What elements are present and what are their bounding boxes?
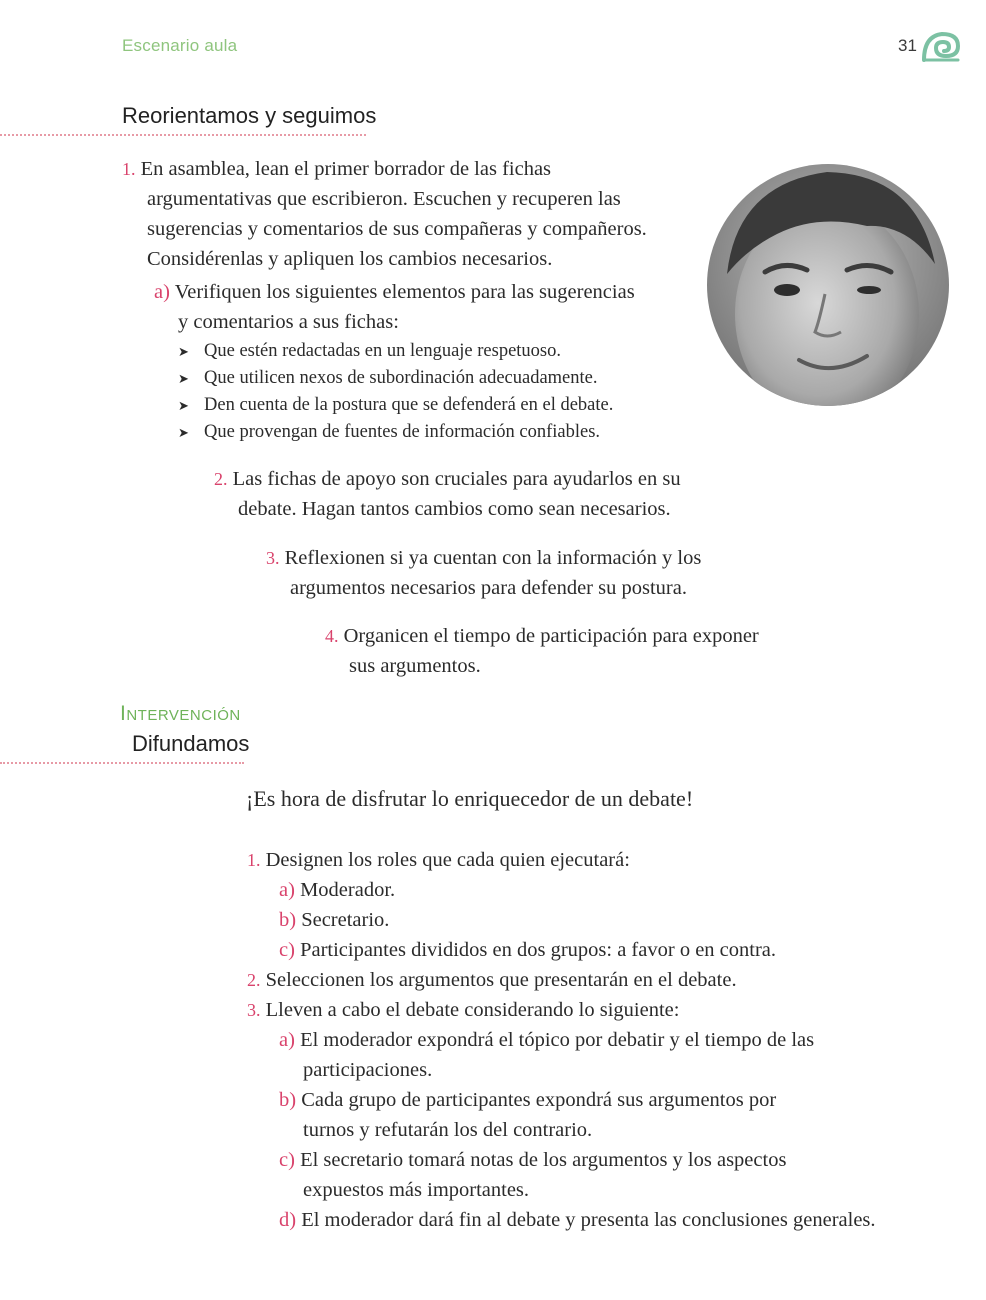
section-kicker: Intervención: [120, 702, 241, 725]
arrow-bullet-icon: ➤: [178, 344, 189, 359]
item-letter: c): [279, 1149, 295, 1171]
bullet-item: ➤ Den cuenta de la postura que se defenderá en el debate.: [178, 392, 613, 419]
item-text: Moderador.: [300, 879, 396, 901]
item-text: El moderador expondrá el tópico por debatir y el tiempo de las: [300, 1029, 815, 1051]
item-text: turnos y refutarán los del contrario.: [303, 1119, 593, 1141]
item-text: debate. Hagan tantos cambios como sean necesarios.: [238, 498, 671, 520]
item-number: 2.: [214, 469, 228, 489]
numbered-item-1: [122, 154, 647, 274]
item-text: Reflexionen si ya cuentan con la información y los: [284, 547, 702, 569]
arrow-bullet-icon: ➤: [178, 425, 189, 440]
item-number: 4.: [325, 626, 339, 646]
numbered-list: [247, 845, 876, 1235]
item-number: 1.: [122, 159, 136, 179]
item-letter: b): [279, 1089, 297, 1111]
item-text: argumentativas que escribieron. Escuchen y recuperen las: [147, 188, 621, 210]
item-text: expuestos más importantes.: [303, 1179, 530, 1201]
item-text: Verifiquen los siguientes elementos para las sugerencias: [174, 281, 635, 303]
item-letter: c): [279, 939, 295, 961]
item-number: 3.: [247, 1000, 261, 1020]
item-text: y comentarios a sus fichas:: [178, 311, 399, 333]
item-letter: a): [154, 281, 170, 303]
item-text: sus argumentos.: [349, 655, 481, 677]
section-divider: [0, 134, 366, 136]
item-text: Organicen el tiempo de participación para exponer: [343, 625, 759, 647]
item-text: Secretario.: [301, 909, 390, 931]
item-text: Lleven a cabo el debate considerando lo siguiente:: [265, 999, 680, 1021]
item-text: argumentos necesarios para defender su postura.: [290, 577, 687, 599]
section-title: Difundamos: [132, 731, 250, 756]
item-text: Participantes divididos en dos grupos: a favor o en contra.: [300, 939, 777, 961]
arrow-bullet-icon: ➤: [178, 371, 189, 386]
item-letter: d): [279, 1209, 297, 1231]
item-number: 2.: [247, 970, 261, 990]
item-letter: b): [279, 909, 297, 931]
bullet-item: ➤ Que estén redactadas en un lenguaje respetuoso.: [178, 338, 613, 365]
item-text: Seleccionen los argumentos que presentarán en el debate.: [265, 969, 737, 991]
section-title: Reorientamos y seguimos: [122, 103, 377, 128]
section-divider: [0, 762, 244, 764]
item-number: 3.: [266, 548, 280, 568]
item-text: El moderador dará fin al debate y presenta las conclusiones generales.: [301, 1209, 876, 1231]
boy-portrait-photo: [707, 164, 949, 406]
item-number: 1.: [247, 850, 261, 870]
item-text: En asamblea, lean el primer borrador de las fichas: [140, 158, 552, 180]
item-text: Designen los roles que cada quien ejecutará:: [265, 849, 630, 871]
item-letter: a): [279, 1029, 295, 1051]
item-text: participaciones.: [303, 1059, 433, 1081]
numbered-item-3: [266, 543, 701, 603]
bullet-item: ➤ Que provengan de fuentes de información confiables.: [178, 419, 613, 446]
bullet-list: [178, 338, 613, 446]
intro-text: ¡Es hora de disfrutar lo enriquecedor de un debate!: [246, 786, 694, 811]
spiral-icon: [922, 30, 960, 62]
item-text: Las fichas de apoyo son cruciales para ayudarlos en su: [232, 468, 681, 490]
item-text: El secretario tomará notas de los argumentos y los aspectos: [300, 1149, 787, 1171]
page-number: 31: [898, 36, 917, 55]
item-text: Cada grupo de participantes expondrá sus argumentos por: [301, 1089, 777, 1111]
item-text: sugerencias y comentarios de sus compañeras y compañeros.: [147, 218, 647, 240]
numbered-item-4: [325, 621, 759, 681]
numbered-item-2: [214, 464, 681, 524]
item-text: Considérenlas y apliquen los cambios necesarios.: [147, 248, 553, 270]
sub-item-a: [154, 277, 635, 337]
running-head: Escenario aula: [122, 36, 238, 55]
item-letter: a): [279, 879, 295, 901]
arrow-bullet-icon: ➤: [178, 398, 189, 413]
bullet-item: ➤ Que utilicen nexos de subordinación adecuadamente.: [178, 365, 613, 392]
